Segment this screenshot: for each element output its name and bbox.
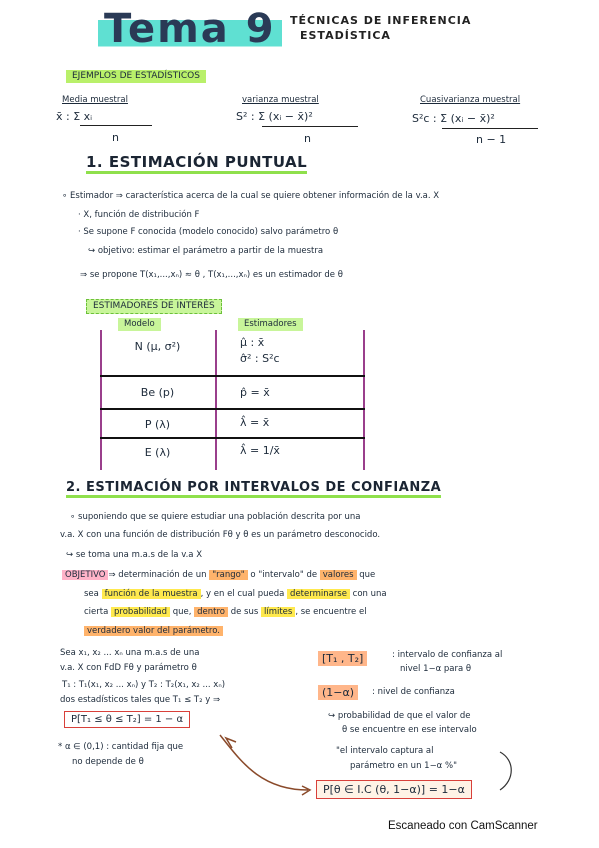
row4-modelo: E (λ) bbox=[144, 446, 171, 459]
quote-arrow bbox=[500, 752, 511, 790]
left-line1: Sea x₁, x₂ ... xₙ una m.a.s de una bbox=[60, 648, 200, 658]
puntual-line3: · Se supone F conocida (modelo conocido) salvo parámetro θ bbox=[78, 227, 339, 237]
puntual-line5: ⇒ se propone T(x₁,...,xₙ) ≈ θ , T(x₁,...,xₙ) es un estimador de θ bbox=[80, 270, 343, 280]
intervalos-p1-line3: ↪ se toma una m.a.s de la v.a X bbox=[66, 550, 203, 560]
objetivo-line2-c: con una bbox=[349, 589, 387, 599]
puntual-line2: · X, función de distribución F bbox=[78, 210, 200, 220]
media-formula-bottom: n bbox=[112, 131, 119, 144]
cuasi-formula-bottom: n − 1 bbox=[476, 133, 507, 146]
right-quote1: "el intervalo captura al bbox=[336, 746, 434, 756]
left-line4: dos estadísticos tales que T₁ ≤ T₂ y ⇒ bbox=[60, 695, 221, 705]
right-alpha: (1−α) bbox=[318, 685, 358, 700]
left-line2: v.a. X con FdD Fθ y parámetro θ bbox=[60, 663, 197, 673]
objetivo-line3-a: cierta bbox=[84, 607, 112, 617]
objetivo-funcion: función de la muestra bbox=[102, 589, 201, 599]
right-interval-desc2: nivel 1−α para θ bbox=[400, 664, 472, 674]
intervalos-p1-line2: v.a. X con una función de distribución Fθ y θ es un parámetro desconocido. bbox=[60, 530, 381, 540]
objetivo-text2: o "intervalo" de bbox=[247, 570, 320, 580]
objetivo-text1: ⇒ determinación de un bbox=[108, 570, 210, 580]
col-estimadores: Estimadores bbox=[238, 318, 303, 331]
curved-arrow-tail bbox=[226, 738, 236, 748]
row4-est1: λ̂ = 1/x̄ bbox=[240, 444, 280, 457]
objetivo-rango: "rango" bbox=[209, 570, 248, 580]
cuasi-label: Cuasivarianza muestral bbox=[420, 95, 521, 105]
objetivo-probabilidad: probabilidad bbox=[111, 607, 170, 617]
objetivo-limites: límites bbox=[261, 607, 295, 617]
row2-modelo: Be (p) bbox=[140, 386, 175, 399]
varianza-formula-bottom: n bbox=[304, 132, 311, 145]
row3-est1: λ̂ = x̄ bbox=[240, 416, 270, 429]
scanner-footer: Escaneado con CamScanner bbox=[388, 820, 538, 832]
left-line3: T₁ : T₁(x₁, x₂ ... xₙ) y T₂ : T₂(x₁, x₂ ... xₙ) bbox=[62, 680, 226, 690]
puntual-line4: ↪ objetivo: estimar el parámetro a partir de la muestra bbox=[88, 246, 324, 256]
right-interval-desc1: : intervalo de confianza al bbox=[392, 650, 503, 660]
objetivo-line3-c: de sus bbox=[228, 607, 261, 617]
curved-arrow bbox=[220, 735, 308, 790]
subtitle-line1: TÉCNICAS DE INFERENCIA bbox=[290, 14, 472, 27]
cuasi-formula-top: S²c : Σ (xᵢ − x̄)² bbox=[412, 112, 495, 125]
objetivo-valores: valores bbox=[320, 570, 357, 580]
left-note2: no depende de θ bbox=[72, 757, 144, 767]
objetivo-line2-a: sea bbox=[84, 589, 102, 599]
row1-est2: σ̂² : S²c bbox=[240, 352, 280, 365]
right-alpha-desc: : nivel de confianza bbox=[372, 687, 455, 697]
right-probability-box: P[θ ∈ I.C (θ, 1−α)] = 1−α bbox=[316, 780, 472, 799]
left-probability-box: P[T₁ ≤ θ ≤ T₂] = 1 − α bbox=[64, 711, 190, 728]
ejemplos-heading: EJEMPLOS DE ESTADÍSTICOS bbox=[66, 70, 206, 83]
row3-modelo: P (λ) bbox=[144, 418, 171, 431]
row1-est1: μ̂ : x̄ bbox=[240, 336, 265, 349]
subtitle-line2: ESTADÍSTICA bbox=[300, 29, 391, 42]
section-intervalos-title: 2. ESTIMACIÓN POR INTERVALOS DE CONFIANZA bbox=[66, 480, 441, 498]
objetivo-text3: que bbox=[356, 570, 376, 580]
intervalos-p1-line1: ∘ suponiendo que se quiere estudiar una población descrita por una bbox=[70, 512, 361, 522]
objetivo-label: OBJETIVO bbox=[62, 570, 108, 580]
media-label: Media muestral bbox=[62, 95, 128, 105]
objetivo-line2-b: , y en el cual pueda bbox=[200, 589, 288, 599]
section-puntual-title: 1. ESTIMACIÓN PUNTUAL bbox=[86, 153, 307, 174]
col-modelo: Modelo bbox=[118, 318, 161, 331]
puntual-line1: ∘ Estimador ⇒ característica acerca de la cual se quiere obtener información de la v.a. X bbox=[62, 191, 440, 201]
objetivo-line3-b: que, bbox=[170, 607, 195, 617]
tema-title: Tema 9 bbox=[98, 6, 282, 52]
right-interval-bracket: [T₁ , T₂] bbox=[318, 651, 367, 666]
right-prob1: ↪ probabilidad de que el valor de bbox=[328, 711, 471, 721]
objetivo-determinarse: determinarse bbox=[287, 589, 350, 599]
right-prob2: θ se encuentre en ese intervalo bbox=[342, 725, 477, 735]
media-formula-top: x̄ : Σ xᵢ bbox=[56, 110, 93, 123]
objetivo-dentro: dentro bbox=[194, 607, 228, 617]
objetivo-line3-d: , se encuentre el bbox=[295, 607, 367, 617]
estimadores-heading: ESTIMADORES DE INTERÉS bbox=[86, 299, 222, 314]
varianza-label: varianza muestral bbox=[242, 95, 319, 105]
row1-modelo: N (μ, σ²) bbox=[134, 340, 181, 353]
row2-est1: p̂ = x̄ bbox=[240, 386, 270, 399]
objetivo-verdadero: verdadero valor del parámetro. bbox=[84, 626, 223, 636]
varianza-formula-top: S² : Σ (xᵢ − x̄)² bbox=[236, 110, 313, 123]
right-quote2: parámetro en un 1−α %" bbox=[350, 761, 457, 771]
left-note1: * α ∈ (0,1) : cantidad fija que bbox=[58, 742, 184, 752]
